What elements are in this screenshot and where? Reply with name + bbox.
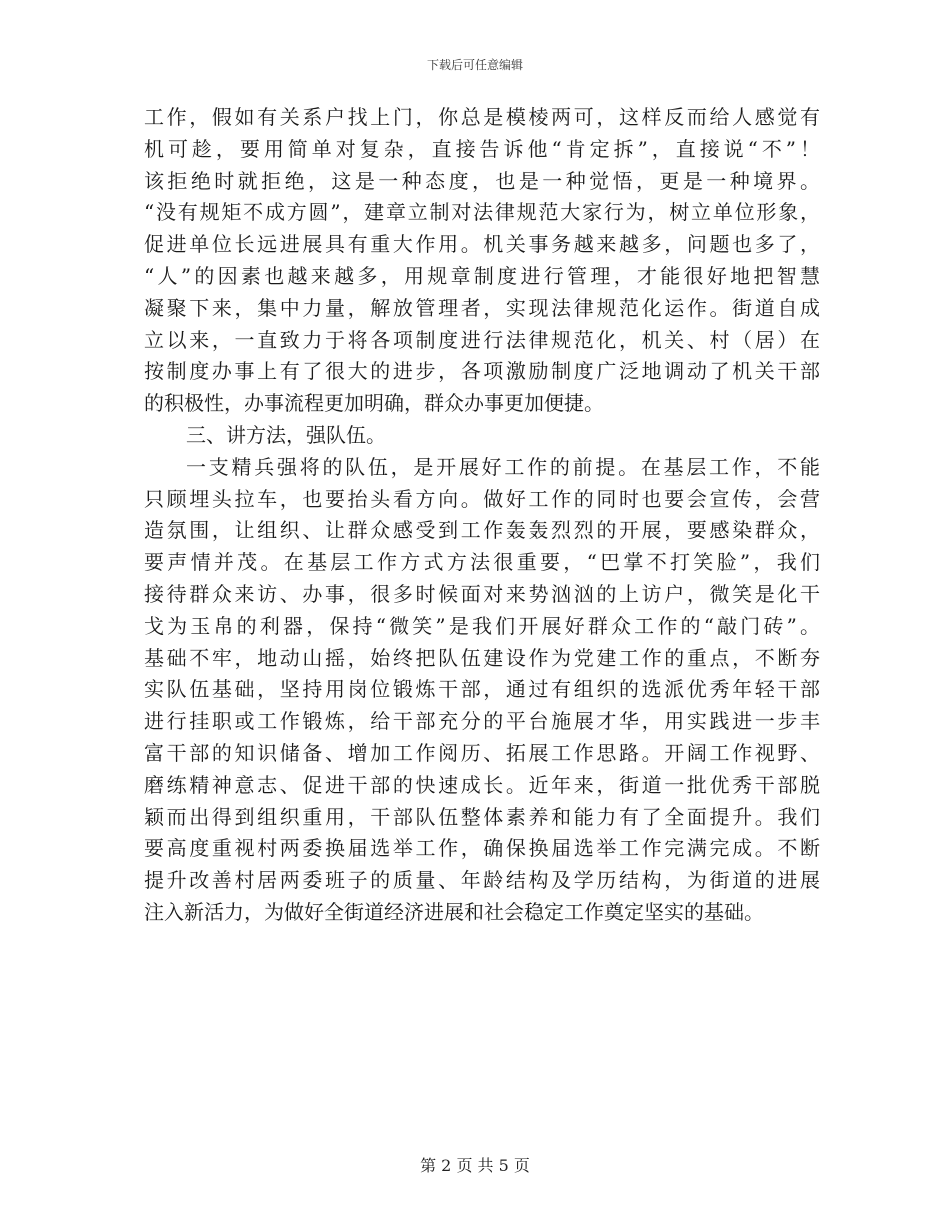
text-line: 造氛围，让组织、让群众感受到工作轰轰烈烈的开展，要感染群众， <box>144 518 820 543</box>
text-line: 该拒绝时就拒绝，这是一种态度，也是一种觉悟，更是一种境界。 <box>144 168 820 193</box>
text-line: “没有规矩不成方圆”，建章立制对法律规范大家行为，树立单位形象， <box>144 200 820 225</box>
text-line: 戈为玉帛的利器，保持“微笑”是我们开展好群众工作的“敲门砖”。 <box>144 613 820 638</box>
text-line: 只顾埋头拉车，也要抬头看方向。做好工作的同时也要会宣传，会营 <box>144 486 820 511</box>
text-line: 按制度办事上有了很大的进步，各项激励制度广泛地调动了机关干部 <box>144 359 820 384</box>
text-line: 机可趁，要用简单对复杂，直接告诉他“肯定拆”，直接说“不”！ <box>144 136 820 161</box>
text-line: “人”的因素也越来越多，用规章制度进行管理，才能很好地把智慧 <box>144 263 820 288</box>
text-line: 基础不牢，地动山摇，始终把队伍建设作为党建工作的重点，不断夯 <box>144 645 820 670</box>
section-heading: 三、讲方法，强队伍。 <box>186 422 386 447</box>
text-line: 促进单位长远进展具有重大作用。机关事务越来越多，问题也多了， <box>144 232 820 257</box>
text-line: 磨练精神意志、促进干部的快速成长。近年来，街道一批优秀干部脱 <box>144 772 820 797</box>
text-line: 的积极性，办事流程更加明确，群众办事更加便捷。 <box>144 391 604 416</box>
text-line: 一支精兵强将的队伍，是开展好工作的前提。在基层工作，不能 <box>186 454 820 479</box>
page-header: 下载后可任意编辑 <box>426 58 523 72</box>
text-line: 要高度重视村两委换届选举工作，确保换届选举工作完满完成。不断 <box>144 836 820 861</box>
text-line: 提升改善村居两委班子的质量、年龄结构及学历结构，为街道的进展 <box>144 868 820 893</box>
text-line: 实队伍基础，坚持用岗位锻炼干部，通过有组织的选派优秀年轻干部 <box>144 677 820 702</box>
page-footer: 第 2 页 共 5 页 <box>420 1156 530 1175</box>
text-line: 工作，假如有关系户找上门，你总是模棱两可，这样反而给人感觉有 <box>144 105 820 129</box>
text-line: 立以来，一直致力于将各项制度进行法律规范化，机关、村（居）在 <box>144 327 820 352</box>
text-line: 注入新活力，为做好全街道经济进展和社会稳定工作奠定坚实的基础。 <box>144 899 764 924</box>
text-line: 接待群众来访、办事，很多时候面对来势汹汹的上访户，微笑是化干 <box>144 581 820 606</box>
text-line: 富干部的知识储备、增加工作阅历、拓展工作思路。开阔工作视野、 <box>144 740 820 765</box>
text-line: 凝聚下来，集中力量，解放管理者，实现法律规范化运作。街道自成 <box>144 295 820 320</box>
text-line: 颖而出得到组织重用，干部队伍整体素养和能力有了全面提升。我们 <box>144 804 820 829</box>
text-line: 要声情并茂。在基层工作方式方法很重要，“巴掌不打笑脸”，我们 <box>144 550 820 575</box>
document-body <box>144 102 820 929</box>
text-line: 进行挂职或工作锻炼，给干部充分的平台施展才华，用实践进一步丰 <box>144 709 820 734</box>
